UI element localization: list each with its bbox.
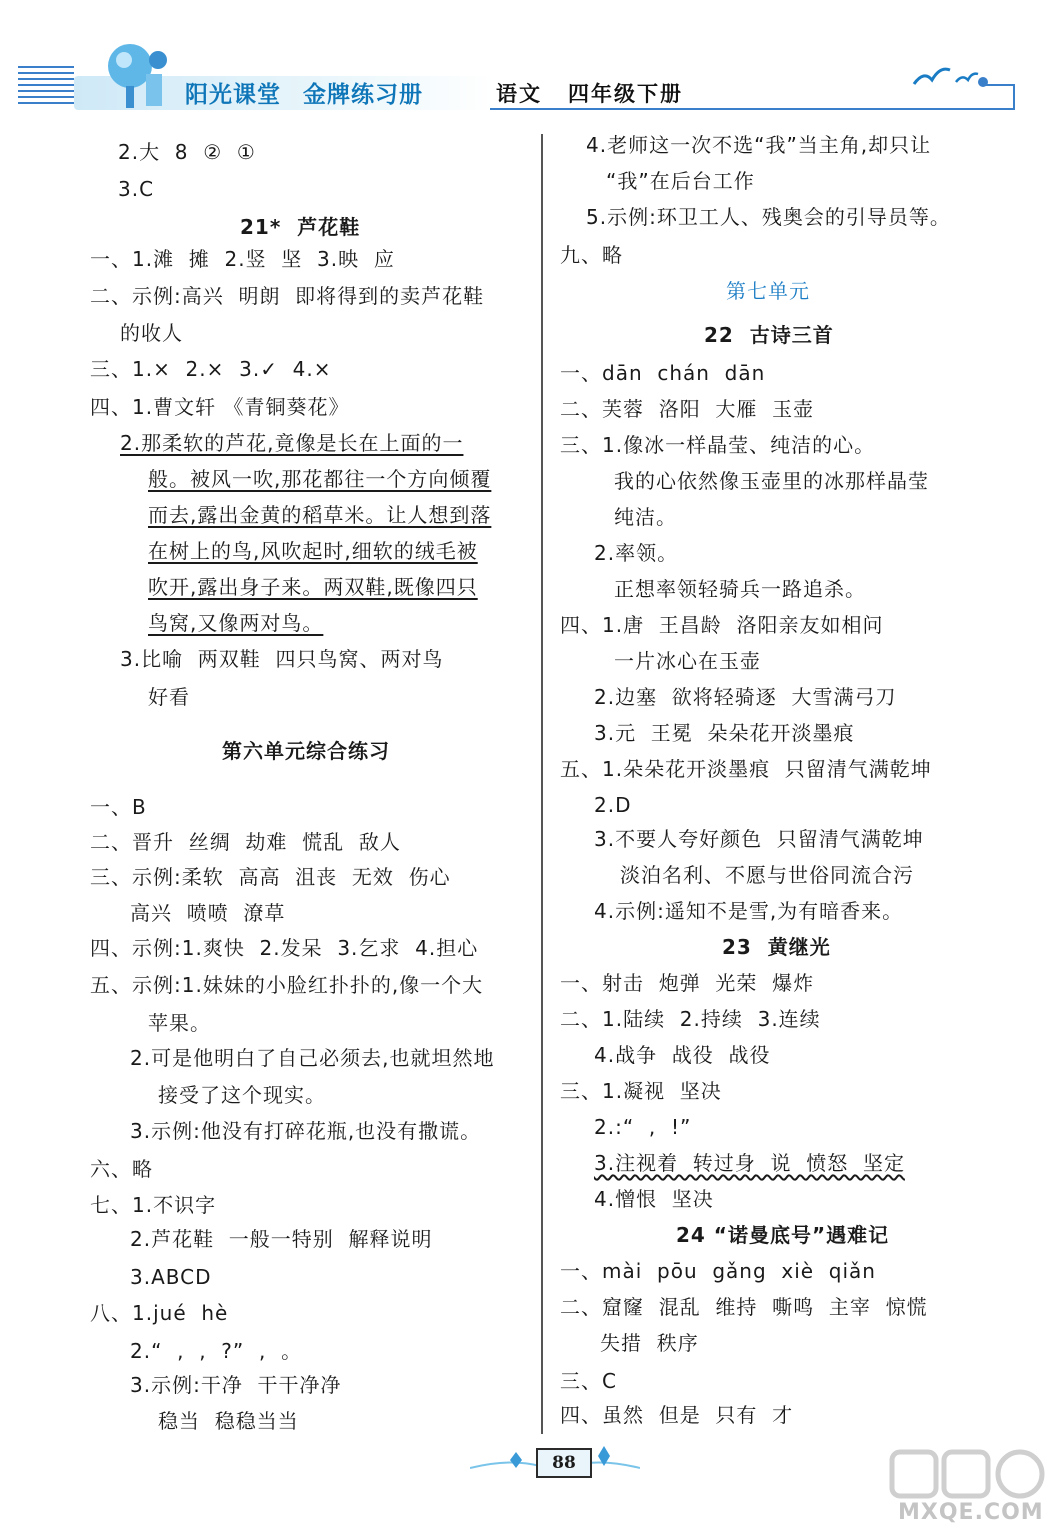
answer-line: 2.:“ , !” (594, 1115, 692, 1139)
section-title: 22 古诗三首 (704, 323, 834, 347)
answer-line: 纯洁。 (614, 505, 677, 529)
answer-line: 三、C (560, 1369, 617, 1393)
answer-line: 四、1.唐 王昌龄 洛阳亲友如相问 (560, 613, 884, 637)
answer-line-underlined: 而去,露出金黄的稻草米。让人想到落 (148, 503, 492, 527)
answer-line: 一片冰心在玉壶 (614, 649, 761, 673)
answer-line: 苹果。 (148, 1011, 211, 1035)
answer-line: 3.示例:他没有打碎花瓶,也没有撒谎。 (130, 1119, 482, 1143)
answer-line: 三、1.× 2.× 3.✓ 4.× (90, 357, 332, 381)
answer-line: 二、1.陆续 2.持续 3.连续 (560, 1007, 821, 1031)
answer-line: 三、1.凝视 坚决 (560, 1079, 722, 1103)
answer-line: 的收人 (120, 321, 183, 345)
answer-line: 五、1.朵朵花开淡墨痕 只留清气满乾坤 (560, 757, 932, 781)
product-name: 金牌练习册 (303, 82, 423, 108)
unit-title: 第七单元 (726, 279, 810, 303)
watermark-domain: MXQE.COM (898, 1500, 1044, 1525)
answer-line: 二、示例:高兴 明朗 即将得到的卖芦花鞋 (90, 284, 485, 308)
answer-line: 2.芦花鞋 一般一特别 解释说明 (130, 1227, 433, 1251)
header-rule (490, 108, 1015, 110)
answer-line: 5.示例:环卫工人、残奥会的引导员等。 (586, 205, 951, 229)
answer-line: 3.C (118, 177, 155, 201)
answer-line: 2.D (594, 793, 632, 817)
answer-line: 七、1.不识字 (90, 1193, 217, 1217)
answer-line: 四、1.曹文轩 《青铜葵花》 (90, 395, 350, 419)
answer-line: 我的心依然像玉壶里的冰那样晶莹 (614, 469, 929, 493)
answer-line: 四、示例:1.爽快 2.发呆 3.乞求 4.担心 (90, 936, 479, 960)
section-title: 第六单元综合练习 (222, 739, 390, 763)
answer-line-wavy-underlined: 3.注视着 转过身 说 愤怒 坚定 (594, 1151, 905, 1175)
answer-line: 好看 (148, 685, 190, 709)
page-number: 88 (536, 1448, 592, 1478)
answer-line: 四、虽然 但是 只有 才 (560, 1403, 794, 1427)
answer-line: 3.比喻 两双鞋 四只鸟窝、两对鸟 (120, 647, 444, 671)
answer-line: 失措 秩序 (600, 1331, 699, 1355)
header-subject (496, 78, 709, 108)
answer-line: 三、1.像冰一样晶莹、纯洁的心。 (560, 433, 876, 457)
answer-line: 三、示例:柔软 高高 沮丧 无效 伤心 (90, 865, 451, 889)
answer-line: 一、dān chán dān (560, 361, 766, 385)
answer-line: “我”在后台工作 (606, 169, 755, 193)
answer-line: 一、B (90, 795, 147, 819)
answer-line: 二、晋升 丝绸 劫难 慌乱 敌人 (90, 830, 401, 854)
answer-line: 高兴 喷喷 潦草 (130, 901, 286, 925)
answer-line: 一、mài pōu gǎng xiè qiǎn (560, 1259, 876, 1283)
answer-line: 一、射击 炮弹 光荣 爆炸 (560, 971, 815, 995)
globe-logo-icon (98, 40, 178, 112)
answer-line: 淡泊名利、不愿与世俗同流合污 (620, 863, 914, 887)
subject-label: 语文 (496, 82, 542, 106)
answer-line: 2.率领。 (594, 541, 679, 565)
answer-line: 2.可是他明白了自己必须去,也就坦然地 (130, 1046, 495, 1070)
section-title: 21* 芦花鞋 (240, 215, 361, 239)
header-title (185, 76, 445, 109)
answer-line: 2.大 8 ② ① (118, 140, 256, 164)
column-divider (541, 134, 543, 1434)
answer-line: 接受了这个现实。 (158, 1083, 326, 1107)
answer-line: 正想率领轻骑兵一路追杀。 (614, 577, 866, 601)
answer-line: 4.憎恨 坚决 (594, 1187, 714, 1211)
section-title: 23 黄继光 (722, 935, 831, 959)
answer-line: 二、窟窿 混乱 维持 嘶鸣 主宰 惊慌 (560, 1295, 928, 1319)
answer-line-underlined: 吹开,露出身子来。两双鞋,既像四只 (148, 575, 478, 599)
answer-line: 4.示例:遥知不是雪,为有暗香来。 (594, 899, 904, 923)
answer-line: 二、芙蓉 洛阳 大雁 玉壶 (560, 397, 815, 421)
answer-line-underlined: 2.那柔软的芦花,竟像是长在上面的一 (120, 431, 464, 455)
header-stripes (18, 66, 74, 108)
answer-line-underlined: 在树上的鸟,风吹起时,细软的绒毛被 (148, 539, 478, 563)
answer-line: 八、1.jué hè (90, 1301, 229, 1325)
answer-line: 4.战争 战役 战役 (594, 1043, 771, 1067)
section-title: 24 “诺曼底号”遇难记 (676, 1223, 890, 1247)
answer-line: 一、1.滩 摊 2.竖 坚 3.映 应 (90, 247, 395, 271)
answer-line: 3.不要人夸好颜色 只留清气满乾坤 (594, 827, 924, 851)
answer-line: 九、略 (560, 243, 623, 267)
grade-label: 四年级下册 (568, 82, 683, 106)
answer-line-underlined: 般。被风一吹,那花都往一个方向倾覆 (148, 467, 492, 491)
header-endbox (985, 84, 1015, 110)
answer-line: 3.元 王冕 朵朵花开淡墨痕 (594, 721, 855, 745)
series-name: 阳光课堂 (185, 82, 281, 108)
answer-line: 4.老师这一次不选“我”当主角,却只让 (586, 133, 932, 157)
answer-line: 六、略 (90, 1157, 153, 1181)
answer-line: 3.ABCD (130, 1265, 212, 1289)
answer-line: 五、示例:1.妹妹的小脸红扑扑的,像一个大 (90, 973, 484, 997)
answer-line: 2.“ , , ?” , 。 (130, 1339, 303, 1363)
answer-line: 2.边塞 欲将轻骑逐 大雪满弓刀 (594, 685, 897, 709)
answer-line-underlined: 鸟窝,又像两对鸟。 (148, 611, 324, 635)
page-header (0, 40, 1057, 120)
birds-icon (910, 56, 980, 96)
answer-line: 稳当 稳稳当当 (158, 1409, 299, 1433)
answer-line: 3.示例:干净 干干净净 (130, 1373, 342, 1397)
